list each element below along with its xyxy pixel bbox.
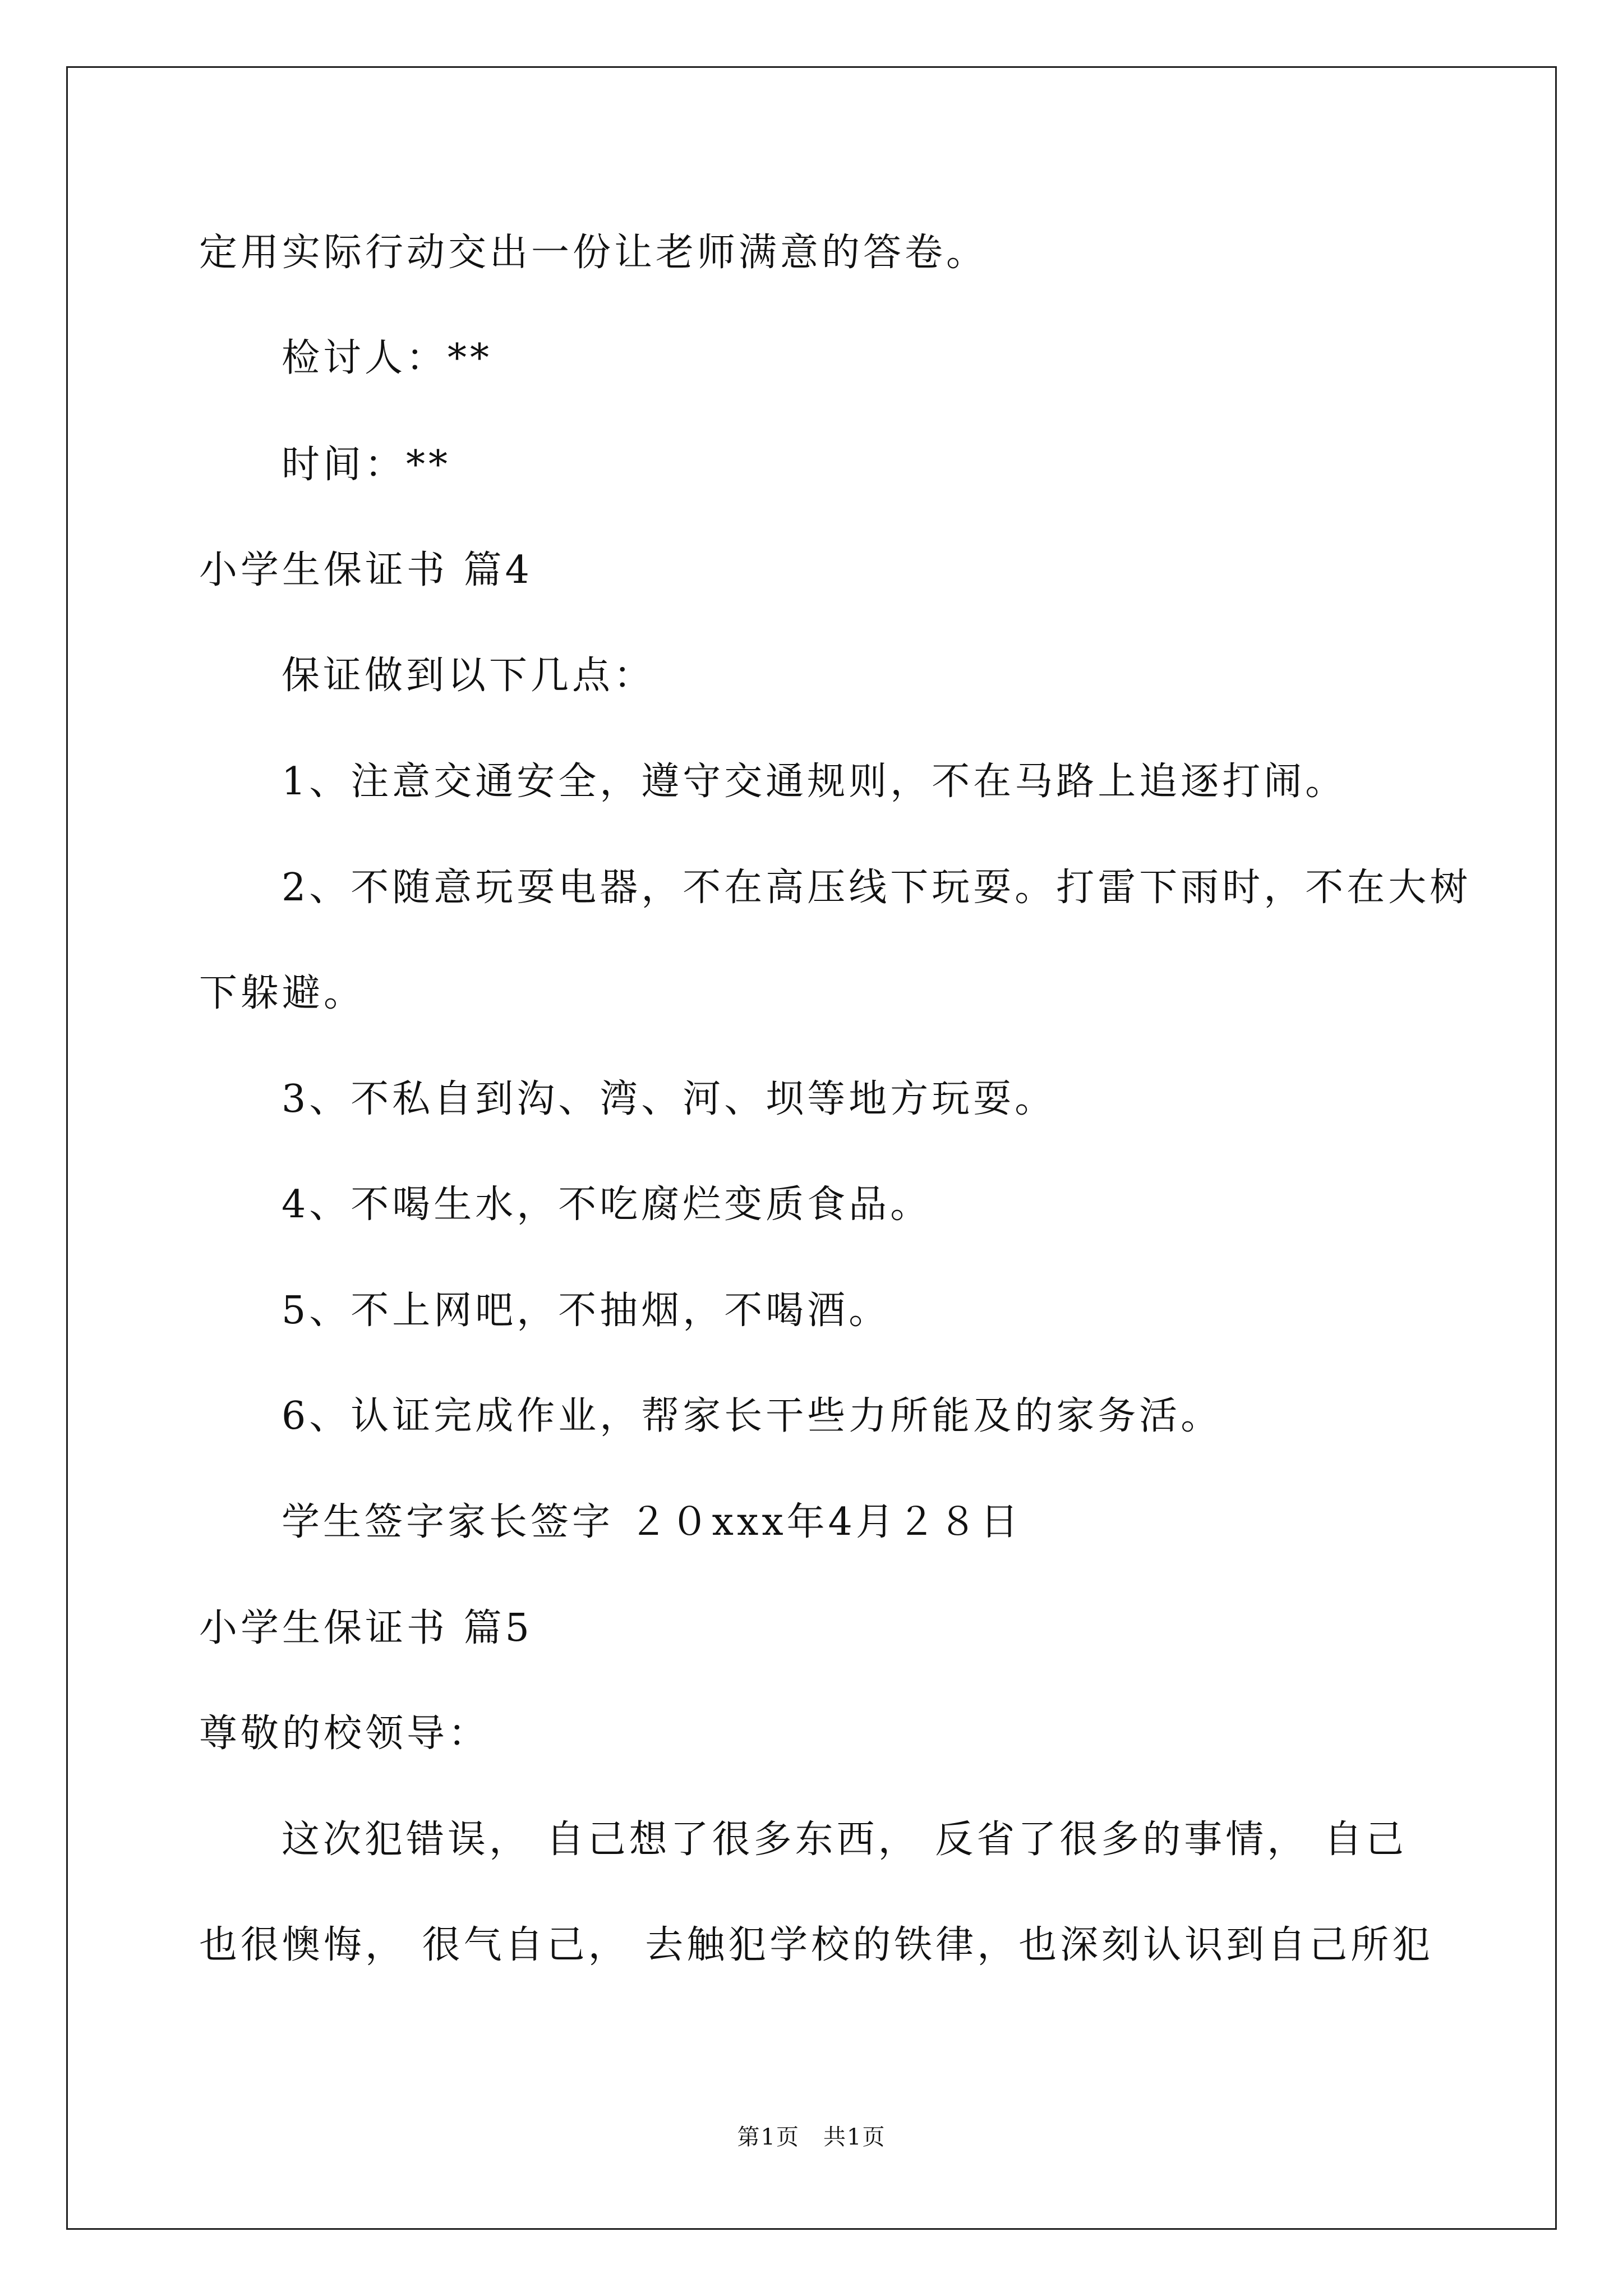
section-heading-5: 小学生保证书 篇5 bbox=[199, 1606, 533, 1650]
time-line: 时间：** bbox=[282, 443, 451, 487]
text-line: 这次犯错误， 自己想了很多东西， 反省了很多的事情， 自己 bbox=[282, 1818, 1407, 1862]
salutation: 尊敬的校领导： bbox=[199, 1711, 490, 1756]
list-item: 1、注意交通安全，遵守交通规则，不在马路上追逐打闹。 bbox=[282, 760, 1347, 804]
list-item: 3、不私自到沟、湾、河、坝等地方玩耍。 bbox=[282, 1077, 1057, 1121]
list-item: 2、不随意玩耍电器，不在高压线下玩耍。打雷下雨时，不在大树 bbox=[282, 866, 1472, 910]
page-border bbox=[66, 66, 1557, 2230]
section-heading-4: 小学生保证书 篇4 bbox=[199, 548, 533, 592]
page-number: 第1页 共1页 bbox=[737, 2124, 886, 2150]
list-item: 5、不上网吧，不抽烟，不喝酒。 bbox=[282, 1289, 891, 1333]
list-item: 4、不喝生水，不吃腐烂变质食品。 bbox=[282, 1182, 932, 1227]
text-line: 保证做到以下几点： bbox=[282, 654, 656, 698]
text-line: 定用实际行动交出一份让老师满意的答卷。 bbox=[199, 231, 988, 275]
signature-line: 学生签字家长签字 ２０xxx年4月２８日 bbox=[282, 1500, 1022, 1544]
text-line: 下躲避。 bbox=[199, 971, 366, 1015]
list-item: 6、认证完成作业，帮家长干些力所能及的家务活。 bbox=[282, 1394, 1223, 1438]
text-line: 也很懊悔， 很气自己， 去触犯学校的铁律，也深刻认识到自己所犯 bbox=[199, 1923, 1434, 1967]
signer-line: 检讨人：** bbox=[282, 336, 493, 380]
